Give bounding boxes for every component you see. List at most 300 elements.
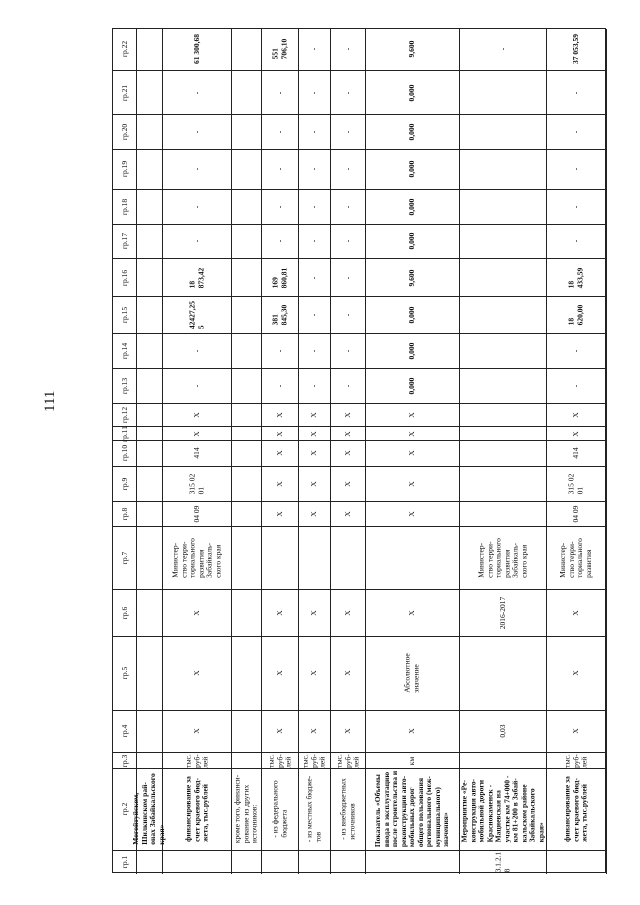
table-cell — [299, 753, 331, 769]
table-cell — [163, 369, 232, 404]
table-cell — [232, 711, 262, 753]
cell-text: - из федерального бюджета — [270, 780, 288, 839]
table-cell — [232, 441, 262, 467]
table-cell — [366, 590, 461, 637]
table-cell — [163, 259, 232, 296]
table-cell — [331, 297, 365, 334]
table-cell — [232, 502, 262, 528]
table-cell — [232, 150, 262, 190]
table-cell — [163, 71, 232, 115]
cell-text: Х — [274, 412, 284, 418]
table-cell — [232, 590, 262, 637]
cell-text: 04 09 — [191, 505, 201, 523]
table-cell — [547, 29, 607, 71]
table-cell — [460, 404, 546, 427]
cell-text: - — [342, 313, 352, 317]
cell-text: тыс. руб- лей — [266, 753, 293, 768]
cell-text: кроме того, финанси- рование из других источников: — [232, 775, 259, 844]
table-cell — [460, 259, 546, 296]
table-cell — [137, 590, 163, 637]
header-label: гр.21 — [119, 84, 129, 101]
cell-text: - — [309, 384, 319, 388]
table-cell — [366, 404, 461, 427]
table-cell — [299, 115, 331, 150]
cell-text: - — [342, 130, 352, 134]
table-cell — [163, 502, 232, 528]
header-cell-5 — [113, 637, 137, 711]
table-cell — [331, 427, 365, 441]
table-cell — [232, 753, 262, 769]
table-cell — [137, 404, 163, 427]
table-cell — [163, 753, 232, 769]
table-cell — [262, 334, 299, 369]
cell-text: Х — [571, 412, 581, 418]
table-cell — [299, 150, 331, 190]
table-cell — [331, 711, 365, 753]
cell-text: км — [407, 756, 417, 765]
cell-text: 0,03 — [497, 724, 507, 739]
table-cell — [366, 369, 461, 404]
cell-text: тыс. руб- лей — [562, 753, 589, 768]
cell-text: 04 09 — [571, 505, 581, 523]
table-cell — [547, 711, 607, 753]
cell-text: тыс. руб- лей — [183, 753, 210, 768]
table-cell — [137, 190, 163, 225]
table-cell — [299, 225, 331, 260]
cell-text: - — [191, 168, 201, 171]
cell-text: - — [342, 384, 352, 388]
cell-text: Министер- ство терри- ториального развития — [558, 538, 593, 578]
cell-text: Х — [342, 610, 352, 616]
table-cell — [163, 441, 232, 467]
table-cell — [460, 441, 546, 467]
table-cell — [460, 590, 546, 637]
cell-text: Х — [342, 412, 352, 418]
table-cell — [460, 769, 546, 850]
table-cell — [331, 441, 365, 467]
cell-text: - из внебюджетных источников — [338, 778, 356, 841]
table-cell — [262, 225, 299, 260]
table-cell — [137, 427, 163, 441]
cell-text: - — [274, 168, 284, 171]
cell-text: Х — [191, 412, 201, 418]
table-cell — [137, 851, 163, 874]
cell-text: - — [191, 349, 201, 353]
table-cell — [299, 369, 331, 404]
table-cell — [331, 637, 365, 711]
table-cell — [460, 150, 546, 190]
table-cell — [331, 150, 365, 190]
table-cell — [547, 190, 607, 225]
cell-text: Х — [274, 480, 284, 487]
table-cell — [331, 502, 365, 528]
table-cell — [137, 711, 163, 753]
cell-text: - — [342, 48, 352, 51]
header-cell-22 — [113, 29, 137, 71]
cell-text: Х — [571, 670, 581, 676]
cell-text: - — [191, 384, 201, 388]
table-cell — [460, 334, 546, 369]
cell-text: 2016-2017 — [497, 596, 507, 630]
header-label: гр.14 — [119, 342, 129, 359]
cell-text: Х — [342, 480, 352, 487]
table-cell — [262, 150, 299, 190]
table-cell — [460, 225, 546, 260]
cell-text: 18 433,59 — [566, 267, 585, 288]
page-number: 111 — [42, 390, 58, 412]
table-cell — [137, 637, 163, 711]
table-cell — [232, 404, 262, 427]
table-cell — [131, 769, 166, 850]
table-cell — [547, 753, 607, 769]
budget-table — [112, 28, 606, 873]
cell-text: Х — [309, 610, 319, 616]
table-cell — [299, 637, 331, 711]
cell-text: Х — [571, 610, 581, 616]
table-cell — [366, 71, 461, 115]
table-cell — [299, 467, 331, 502]
table-cell — [232, 190, 262, 225]
table-cell — [163, 637, 232, 711]
table-cell — [366, 29, 461, 71]
header-cell-21 — [113, 71, 137, 115]
cell-text: Показатель «Объемы ввода в эксплуатацию после строительства и реконструкции авто- мобильных дорог общего пользования регионального (меж- муниципального) значения» — [373, 771, 451, 848]
table-cell — [460, 637, 546, 711]
header-label: гр.20 — [119, 123, 129, 141]
header-label: гр.22 — [119, 41, 129, 58]
table-cell — [547, 71, 607, 115]
cell-text: - — [191, 91, 201, 94]
header-cell-10 — [113, 441, 137, 467]
table-cell — [163, 851, 232, 874]
cell-text: 0,000 — [407, 306, 417, 324]
cell-text: Х — [191, 430, 201, 437]
cell-text: Х — [274, 610, 284, 616]
cell-text: Х — [342, 430, 352, 437]
cell-text: Х — [274, 728, 284, 735]
cell-text: 315 02 01 — [566, 473, 585, 494]
cell-text: 9,600 — [407, 41, 417, 58]
table-cell — [366, 467, 461, 502]
cell-text: Х — [342, 670, 352, 676]
table-cell — [137, 467, 163, 502]
table-cell — [299, 851, 331, 874]
cell-text: Х — [191, 610, 201, 616]
cell-text: 381 845,30 — [270, 304, 288, 326]
header-cell-17 — [113, 225, 137, 260]
table-cell — [137, 29, 163, 71]
table-cell — [163, 711, 232, 753]
cell-text: 42427,25 5 — [187, 300, 205, 329]
header-label: гр.7 — [119, 551, 129, 565]
table-cell — [547, 334, 607, 369]
cell-text: - — [309, 240, 319, 243]
cell-text: Мероприятие «Ре- конструкция авто- мобильной дороги Краснокаменск - Мациевская на участке км 74+000 - км 81+200 в Забай- кальском районе Забайкальского края» — [459, 776, 545, 843]
table-cell — [331, 769, 365, 850]
table-cell — [547, 467, 607, 502]
cell-text: 315 02 01 — [187, 473, 205, 494]
cell-text: Х — [407, 511, 417, 517]
cell-text: Х — [309, 728, 319, 735]
table-cell — [460, 711, 546, 753]
table-cell — [460, 427, 546, 441]
header-label: гр.15 — [119, 306, 129, 323]
table-cell — [460, 71, 546, 115]
cell-text: Х — [342, 728, 352, 735]
table-cell — [232, 427, 262, 441]
table-cell — [137, 297, 163, 334]
cell-text: - — [342, 349, 352, 353]
header-label: гр.18 — [119, 198, 129, 215]
table-cell — [366, 637, 461, 711]
table-cell — [262, 297, 299, 334]
cell-text: - — [309, 48, 319, 51]
table-cell — [137, 225, 163, 260]
cell-text: Х — [342, 450, 352, 457]
header-label: гр.19 — [119, 161, 129, 178]
cell-text: - — [342, 240, 352, 243]
table-cell — [137, 369, 163, 404]
cell-text: 0,000 — [407, 342, 417, 360]
header-label: гр.6 — [119, 606, 129, 619]
cell-text: - — [274, 130, 284, 134]
header-cell-4 — [113, 711, 137, 753]
table-cell — [262, 441, 299, 467]
header-label: гр.13 — [119, 377, 129, 394]
cell-text: - — [274, 349, 284, 353]
cell-text: - — [342, 91, 352, 94]
cell-text: 551 706,10 — [270, 39, 288, 60]
table-cell — [262, 369, 299, 404]
table-cell — [232, 29, 262, 71]
table-cell — [262, 711, 299, 753]
table-cell — [460, 369, 546, 404]
table-cell — [137, 753, 163, 769]
table-cell — [232, 467, 262, 502]
cell-text: 18 873,42 — [187, 267, 205, 288]
table-cell — [366, 769, 461, 850]
cell-text: - — [274, 240, 284, 243]
cell-text: Х — [309, 412, 319, 418]
cell-text: Х — [274, 670, 284, 676]
header-label: гр.4 — [119, 725, 129, 738]
header-label: гр.17 — [119, 233, 129, 250]
table-cell — [460, 851, 546, 874]
table-cell — [232, 115, 262, 150]
cell-text: Х — [342, 511, 352, 517]
header-cell-6 — [113, 590, 137, 637]
table-cell — [366, 427, 461, 441]
cell-text: Х — [407, 430, 417, 437]
table-cell — [299, 297, 331, 334]
cell-text: Х — [407, 412, 417, 418]
cell-text: - — [571, 168, 581, 171]
table-cell — [331, 753, 365, 769]
header-cell-11 — [113, 427, 137, 441]
table-cell — [163, 115, 232, 150]
table-cell — [547, 259, 607, 296]
table-cell — [137, 115, 163, 150]
table-cell — [366, 225, 461, 260]
cell-text: 169 860,81 — [270, 267, 288, 288]
table-cell — [163, 769, 232, 850]
cell-text: - — [571, 349, 581, 353]
table-cell — [262, 851, 299, 874]
table-cell — [163, 527, 232, 590]
table-cell — [331, 115, 365, 150]
table-cell — [163, 427, 232, 441]
table-cell — [460, 190, 546, 225]
cell-text: 0,000 — [407, 198, 417, 215]
table-cell — [331, 190, 365, 225]
table-cell — [366, 711, 461, 753]
header-cell-18 — [113, 190, 137, 225]
table-cell — [460, 502, 546, 528]
table-cell — [366, 753, 461, 769]
cell-text: Могойтуйском, Шилкинском рай- онах Забайкальского края» — [131, 773, 166, 846]
header-cell-7 — [113, 527, 137, 590]
table-cell — [262, 502, 299, 528]
table-cell — [299, 527, 331, 590]
table-cell — [163, 29, 232, 71]
table-cell — [547, 637, 607, 711]
header-cell-20 — [113, 115, 137, 150]
table-cell — [299, 769, 331, 850]
table-cell — [299, 502, 331, 528]
cell-text: - — [571, 91, 581, 94]
table-cell — [137, 259, 163, 296]
table-cell — [137, 441, 163, 467]
table-cell — [547, 441, 607, 467]
cell-text: 0,000 — [407, 84, 417, 101]
cell-text: Х — [571, 430, 581, 437]
table-cell — [232, 225, 262, 260]
table-cell — [163, 404, 232, 427]
cell-text: Х — [309, 511, 319, 517]
table-cell — [460, 29, 546, 71]
table-cell — [331, 404, 365, 427]
header-cell-13 — [113, 369, 137, 404]
table-cell — [331, 29, 365, 71]
cell-text: - — [571, 240, 581, 243]
cell-text: - — [191, 240, 201, 243]
header-cell-9 — [113, 467, 137, 502]
table-cell — [547, 527, 607, 590]
header-cell-12 — [113, 404, 137, 427]
cell-text: 37 053,59 — [571, 34, 581, 65]
header-label: гр.10 — [119, 445, 129, 462]
table-cell — [137, 527, 163, 590]
table-cell — [299, 711, 331, 753]
table-cell — [331, 851, 365, 874]
table-cell — [547, 502, 607, 528]
table-cell — [366, 150, 461, 190]
table-cell — [460, 467, 546, 502]
table-cell — [366, 259, 461, 296]
table-cell — [299, 334, 331, 369]
header-label: гр.16 — [119, 269, 129, 286]
cell-text: - — [571, 205, 581, 208]
table-cell — [137, 71, 163, 115]
table-cell — [547, 369, 607, 404]
header-cell-16 — [113, 259, 137, 296]
table-cell — [262, 769, 299, 850]
cell-text: Министер- ство терри- ториального развития Забайкаль- ского края — [476, 538, 528, 578]
header-label: гр.2 — [119, 803, 129, 816]
table-cell — [331, 334, 365, 369]
cell-text: 414 — [571, 447, 581, 459]
cell-text: Х — [309, 450, 319, 457]
table-cell — [137, 502, 163, 528]
header-label: гр.1 — [119, 856, 129, 869]
cell-text: Министер- ство терри- ториального развития Забайкаль- ского края — [170, 538, 222, 578]
cell-text: Х — [407, 450, 417, 457]
cell-text: - — [309, 313, 319, 317]
table-cell — [366, 115, 461, 150]
cell-text: 61 300,68 — [191, 34, 201, 65]
table-cell — [299, 404, 331, 427]
table-cell — [366, 297, 461, 334]
header-cell-3 — [113, 753, 137, 769]
table-cell — [331, 225, 365, 260]
table-cell — [163, 150, 232, 190]
table-cell — [460, 527, 546, 590]
cell-text: Х — [407, 480, 417, 487]
header-label: гр.11 — [119, 425, 129, 442]
header-cell-15 — [113, 297, 137, 334]
table-cell — [299, 441, 331, 467]
table-cell — [547, 851, 607, 874]
table-cell — [547, 769, 607, 850]
cell-text: - — [571, 130, 581, 134]
table-cell — [547, 115, 607, 150]
table-cell — [232, 851, 262, 874]
table-cell — [331, 467, 365, 502]
cell-text: - — [309, 349, 319, 353]
cell-text: финансирование за счет краевого бюд- жета, тыс.рублей — [562, 776, 589, 843]
table-cell — [232, 259, 262, 296]
table-cell — [366, 441, 461, 467]
cell-text: - — [309, 276, 319, 279]
table-cell — [163, 190, 232, 225]
table-cell — [299, 190, 331, 225]
table-cell — [232, 637, 262, 711]
cell-text: 18 620,00 — [566, 304, 585, 326]
header-cell-19 — [113, 150, 137, 190]
cell-text: Х — [274, 450, 284, 457]
cell-text: - — [191, 205, 201, 208]
table-cell — [232, 527, 262, 590]
table-cell — [547, 150, 607, 190]
cell-text: Х — [309, 480, 319, 487]
cell-text: - — [274, 205, 284, 208]
cell-text: - — [191, 130, 201, 134]
cell-text: финансирование за счет краевого бюд- жета, тыс.рублей — [183, 776, 210, 843]
table-cell — [232, 769, 262, 850]
cell-text: Х — [191, 670, 201, 676]
table-cell — [547, 427, 607, 441]
cell-text: Х — [274, 511, 284, 517]
cell-text: тыс. руб- лей — [300, 753, 327, 768]
cell-text: 0,000 — [407, 377, 417, 395]
table-cell — [232, 369, 262, 404]
cell-text: Х — [191, 728, 201, 735]
table-cell — [262, 637, 299, 711]
cell-text: - — [274, 384, 284, 388]
cell-text: 9,600 — [407, 269, 417, 286]
table-cell — [163, 590, 232, 637]
table-cell — [299, 427, 331, 441]
